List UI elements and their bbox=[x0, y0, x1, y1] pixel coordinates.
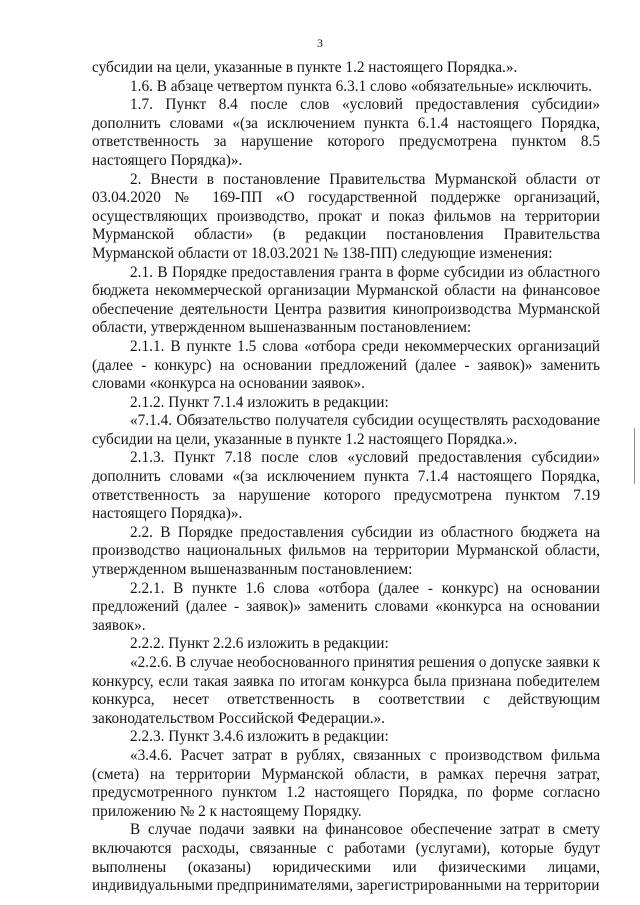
paragraph-2-1-3: 2.1.3. Пункт 7.18 после слов «условий предоставления субсидии» дополнить словами «(за исключением пункта 7.1.4 настоящего Порядка, ответственность за нарушение которого предусмотрена пунктом 7.19 настоящего Порядка)». bbox=[92, 449, 600, 523]
paragraph-2-2-2: 2.2.2. Пункт 2.2.6 изложить в редакции: bbox=[130, 635, 389, 653]
paragraph-2-2-1: 2.2.1. В пункте 1.6 слова «отбора (далее - конкурс) на основании предложений (далее - заявок)» заменить словами «конкурса на основании заявок». bbox=[92, 579, 600, 634]
paragraph-2-1-1: 2.1.1. В пункте 1.5 слова «отбора среди некоммерческих организаций (далее - конкурс) на основании предложений (далее - заявок)» заменить словами «конкурса на основании заявок». bbox=[92, 337, 600, 393]
paragraph-3-4-6-quote: «3.4.6. Расчет затрат в рублях, связанных с производством фильма (смета) на территории Мурманской области, в рамках перечня затрат, предусмотренного пунктом 1.2 настоящего Порядка, по форме согласно приложению № 2 к настоящему Порядку. bbox=[92, 746, 600, 820]
paragraph-expense-note: В случае подачи заявки на финансовое обеспечение затрат в смету включаются расходы, связанные с работами (услугами), которые будут выполнены (оказаны) юридическими или физическими лицами, индивидуальными предпринимателями, зарегистрированными на территории bbox=[92, 821, 600, 895]
paragraph-2-2-6-quote: «2.2.6. В случае необоснованного принятия решения о допуске заявки к конкурсу, если такая заявка по итогам конкурса была признана победителем конкурса, несет ответственность в соответствии с действующим законодательством Российской Федерации.». bbox=[92, 654, 600, 727]
paragraph-continuation: субсидии на цели, указанные в пункте 1.2 настоящего Порядка.». bbox=[92, 59, 518, 76]
document-body bbox=[92, 59, 600, 896]
scan-edge-mark bbox=[634, 428, 635, 484]
paragraph-2: 2. Внести в постановление Правительства Мурманской области от 03.04.2020 № 169-ПП «О государственной поддержке организаций, осуществляющих производство, прокат и показ фильмов на территории Мурманской области» (в редакции постановления Правительства Мурманской области от 18.03.2021 № 138-ПП) следующие изменения: bbox=[92, 170, 600, 262]
paragraph-2-1: 2.1. В Порядке предоставления гранта в форме субсидии из областного бюджета некоммерческой организации Мурманской области на финансовое обеспечение деятельности Центра развития кинопроизводства Мурманской области, утвержденном вышеназванным постановлением: bbox=[92, 263, 600, 337]
paragraph-2-2: 2.2. В Порядке предоставления субсидии из областного бюджета на производство национальных фильмов на территории Мурманской области, утвержденном вышеназванным постановлением: bbox=[92, 523, 600, 579]
paragraph-2-2-3: 2.2.3. Пункт 3.4.6 изложить в редакции: bbox=[130, 728, 389, 746]
paragraph-1-6: 1.6. В абзаце четвертом пункта 6.3.1 слово «обязательные» исключить. bbox=[130, 77, 592, 95]
paragraph-2-1-2: 2.1.2. Пункт 7.1.4 изложить в редакции: bbox=[130, 393, 389, 411]
paragraph-7-1-4-quote: «7.1.4. Обязательство получателя субсидии осуществлять расходование субсидии на цели, указанные в пункте 1.2 настоящего Порядка.». bbox=[92, 412, 600, 448]
paragraph-1-7: 1.7. Пункт 8.4 после слов «условий предоставления субсидии» дополнить словами «(за исключением пункта 6.1.4 настоящего Порядка, ответственность за нарушение которого предусмотрена пунктом 8.5 настоящего Порядка)». bbox=[92, 96, 600, 169]
page-number: 3 bbox=[317, 36, 323, 50]
